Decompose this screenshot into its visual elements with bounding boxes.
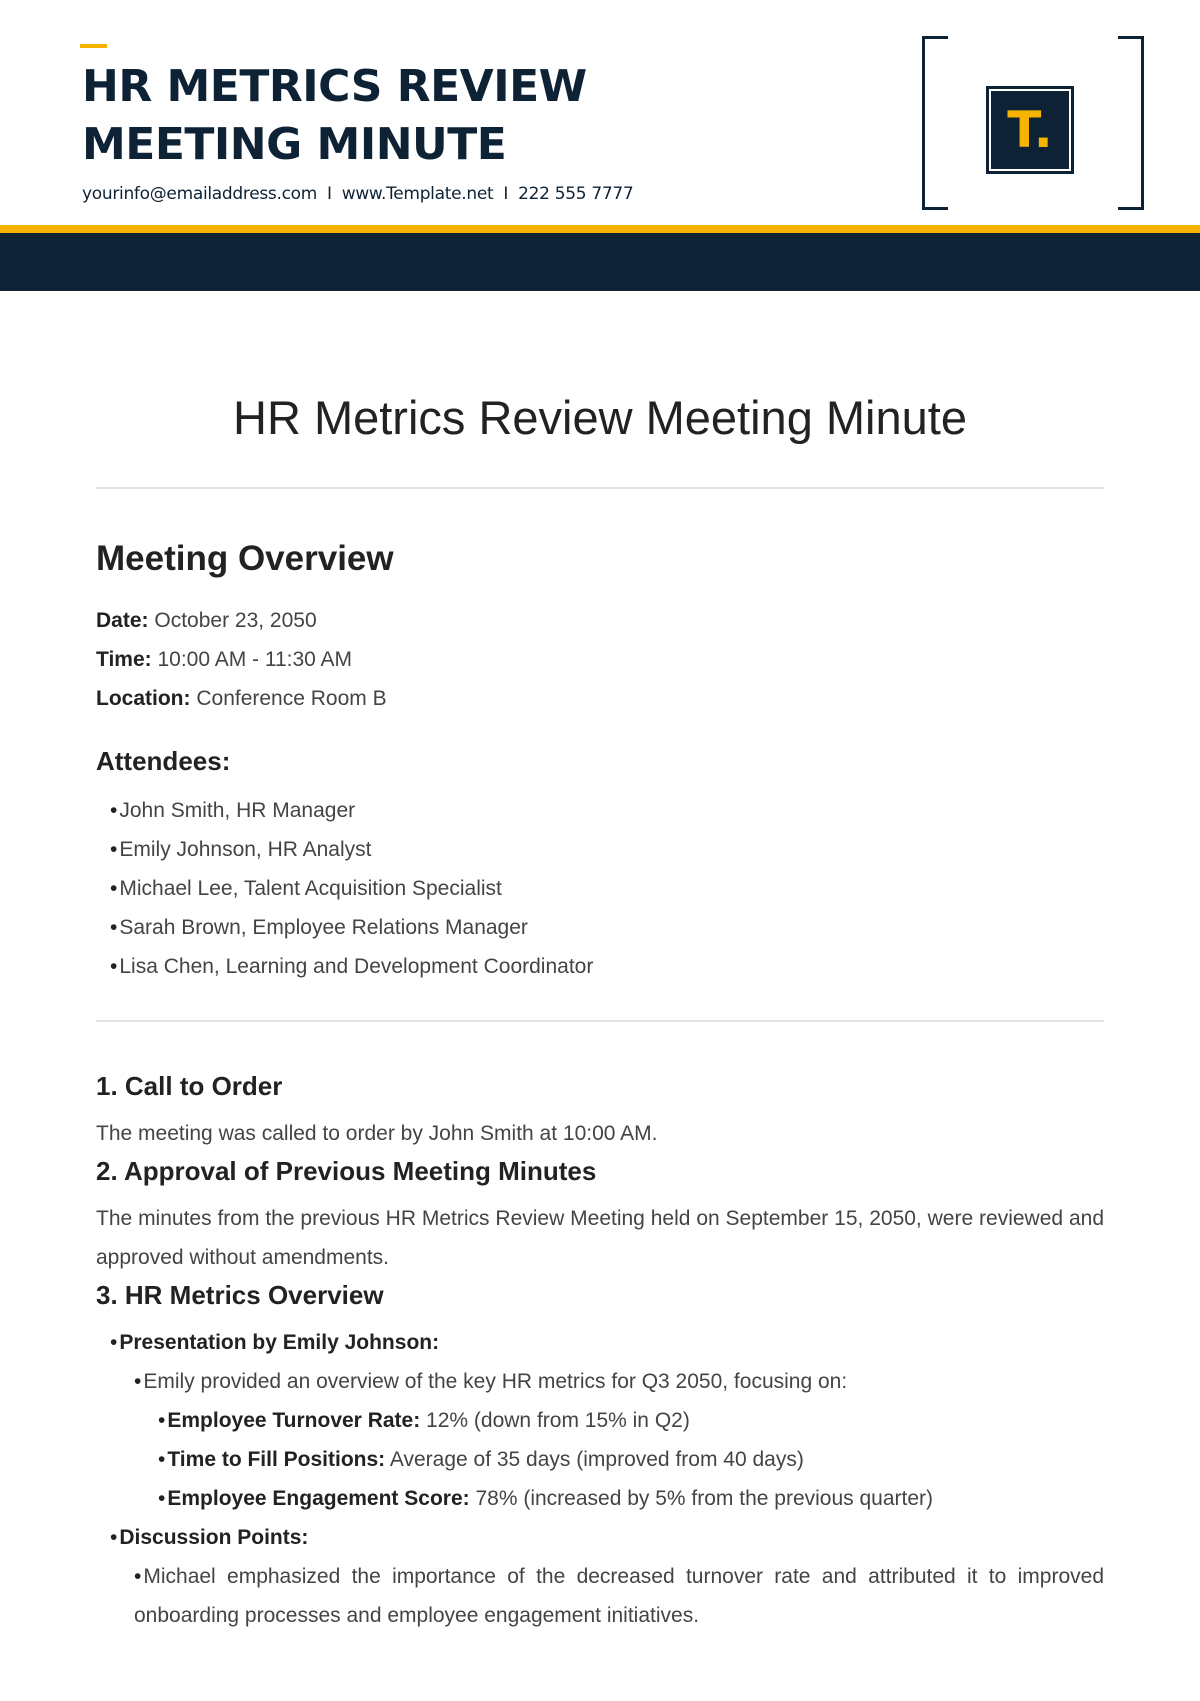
list-item	[96, 1362, 1104, 1401]
page-header	[0, 0, 1200, 292]
contact-website[interactable]: www.Template.net	[341, 184, 494, 204]
brand-title-line2: MEETING MINUTE	[82, 119, 507, 170]
section-call-to-order-heading: 1. Call to Order	[96, 1071, 283, 1101]
section-metrics-heading: 3. HR Metrics Overview	[96, 1280, 384, 1310]
metric-label: Time to Fill Positions:	[167, 1448, 386, 1471]
discussion-point: Michael emphasized the importance of the decreased turnover rate and attributed it to improved onboarding processes and employee engagement initiatives.	[134, 1565, 1104, 1627]
metric-label: Employee Engagement Score:	[167, 1487, 470, 1510]
bracket-right	[1118, 36, 1144, 210]
contact-email[interactable]: yourinfo@emailaddress.com	[82, 184, 317, 204]
attendees-list	[96, 791, 1104, 986]
company-logo	[986, 86, 1074, 174]
contact-phone: 222 555 7777	[518, 184, 634, 204]
list-item: • Sarah Brown, Employee Relations Manager	[96, 908, 1104, 947]
meta-date-label: Date:	[96, 609, 149, 632]
metric-value: 12% (down from 15% in Q2)	[426, 1409, 690, 1432]
logo-frame	[922, 36, 1144, 210]
list-item	[96, 1557, 1104, 1635]
metrics-list	[96, 1323, 1104, 1635]
metric-item	[96, 1479, 1104, 1518]
section-approval-heading: 2. Approval of Previous Meeting Minutes	[96, 1156, 597, 1186]
list-item: • Lisa Chen, Learning and Development Coordinator	[96, 947, 1104, 986]
meta-time-value: 10:00 AM - 11:30 AM	[157, 648, 353, 671]
section-approval-text: The minutes from the previous HR Metrics Review Meeting held on September 15, 2050, were reviewed and approved without amendments.	[96, 1207, 1104, 1269]
meta-date-value: October 23, 2050	[154, 609, 317, 632]
contact-separator: I	[503, 184, 509, 204]
presentation-label: Presentation by Emily Johnson:	[119, 1331, 440, 1354]
bracket-left	[922, 36, 948, 210]
meta-time-label: Time:	[96, 648, 152, 671]
overview-heading: Meeting Overview	[96, 539, 394, 578]
contact-separator: I	[327, 184, 332, 204]
list-item	[96, 1323, 1104, 1362]
meta-location	[96, 679, 1104, 718]
section-call-to-order-text: The meeting was called to order by John Smith at 10:00 AM.	[96, 1122, 658, 1145]
metric-item	[96, 1440, 1104, 1479]
document-title: HR Metrics Review Meeting Minute	[233, 391, 967, 444]
attendees-heading: Attendees:	[96, 746, 231, 776]
list-item: • John Smith, HR Manager	[96, 791, 1104, 830]
metric-value: 78% (increased by 5% from the previous quarter)	[475, 1487, 934, 1510]
presentation-intro: Emily provided an overview of the key HR metrics for Q3 2050, focusing on:	[143, 1370, 848, 1393]
logo-glyph: T.	[1007, 101, 1053, 159]
divider	[96, 487, 1104, 489]
list-item: • Emily Johnson, HR Analyst	[96, 830, 1104, 869]
list-item	[96, 1518, 1104, 1557]
brand-title	[82, 58, 722, 174]
meta-time	[96, 640, 1104, 679]
document-body	[96, 390, 1104, 1635]
metric-item	[96, 1401, 1104, 1440]
metric-label: Employee Turnover Rate:	[167, 1409, 421, 1432]
meta-location-value: Conference Room B	[196, 687, 387, 710]
header-stripe-navy	[0, 233, 1200, 291]
discussion-label: Discussion Points:	[119, 1526, 309, 1549]
metric-value: Average of 35 days (improved from 40 days)	[389, 1448, 804, 1471]
contact-line	[82, 184, 633, 204]
list-item: • Michael Lee, Talent Acquisition Specialist	[96, 869, 1104, 908]
meta-location-label: Location:	[96, 687, 191, 710]
meta-date	[96, 601, 1104, 640]
header-stripe-accent	[0, 225, 1200, 233]
divider	[96, 1020, 1104, 1022]
accent-dash	[80, 44, 107, 48]
brand-title-line1: HR METRICS REVIEW	[82, 61, 587, 112]
